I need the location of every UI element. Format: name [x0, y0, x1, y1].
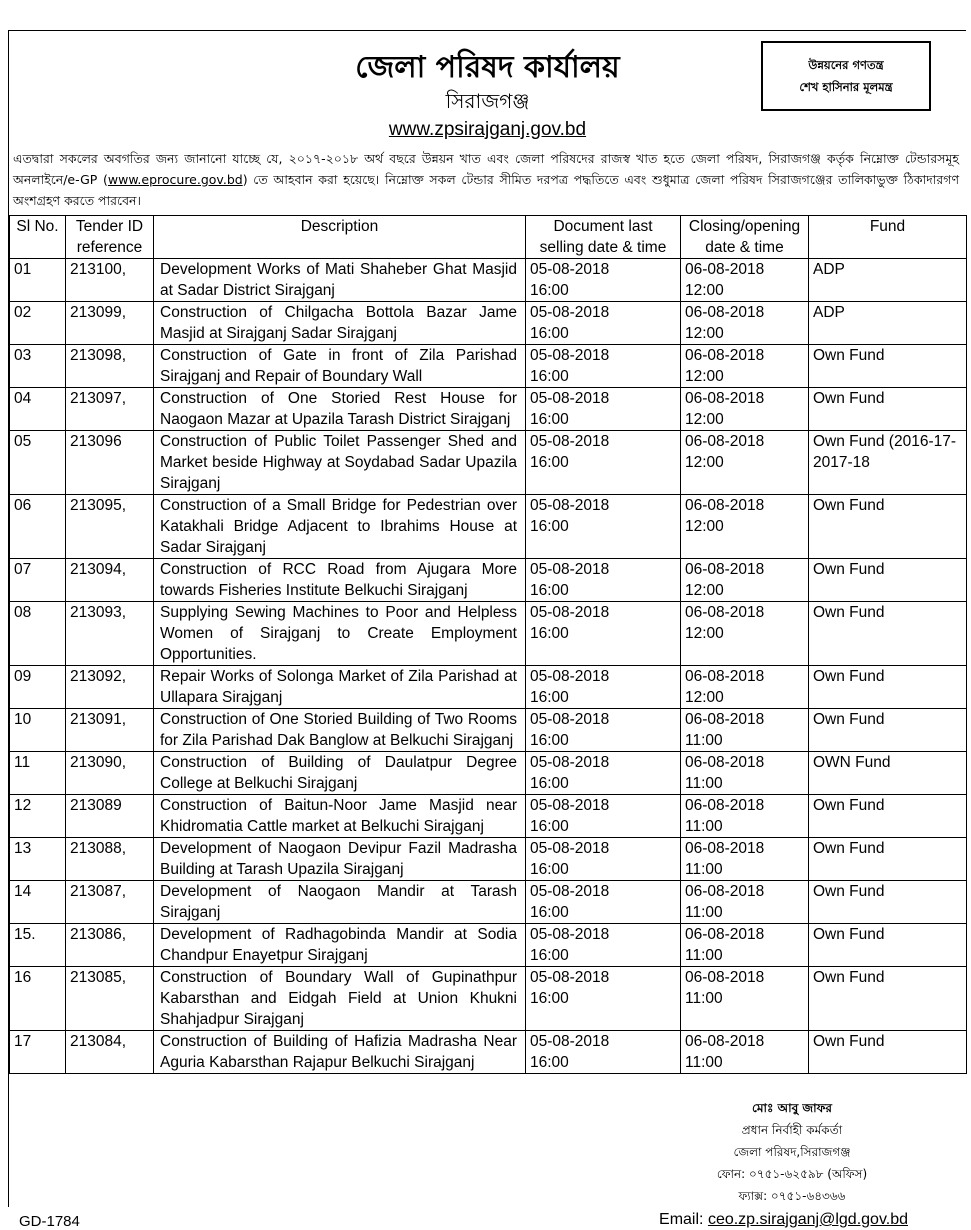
closing-opening-cell-close-date: 06-08-2018 [685, 754, 765, 771]
closing-opening-cell-close-date: 06-08-2018 [685, 347, 765, 364]
tender-id-cell: 213092, [66, 666, 154, 709]
sl-cell: 06 [10, 495, 66, 559]
document-selling-cell [526, 838, 681, 881]
signatory-fax: ফ্যাক্স: ০৭৫১-৬৪৩৬৬ [738, 1189, 846, 1203]
closing-opening-cell-close-time: 11:00 [685, 818, 723, 835]
table-row [10, 602, 967, 666]
header-fund: Fund [809, 216, 967, 259]
header-tender-id: Tender ID reference [66, 216, 154, 259]
tender-id-cell: 213095, [66, 495, 154, 559]
tender-id-cell: 213096 [66, 431, 154, 495]
header-document-selling: Document last selling date & time [526, 216, 681, 259]
fund-cell: ADP [809, 302, 967, 345]
document-selling-cell-doc-time: 16:00 [530, 990, 569, 1007]
document-selling-cell [526, 666, 681, 709]
tender-id-cell: 213097, [66, 388, 154, 431]
table-row [10, 881, 967, 924]
email-link[interactable]: ceo.zp.sirajganj@lgd.gov.bd [707, 1211, 908, 1228]
document-selling-cell [526, 881, 681, 924]
document-selling-cell [526, 559, 681, 602]
document-selling-cell-doc-date: 05-08-2018 [530, 433, 610, 450]
fund-cell: Own Fund [809, 967, 967, 1031]
closing-opening-cell-close-date: 06-08-2018 [685, 883, 765, 900]
fund-cell: Own Fund [809, 559, 967, 602]
sl-cell: 05 [10, 431, 66, 495]
document-selling-cell [526, 967, 681, 1031]
document-selling-cell [526, 302, 681, 345]
sl-cell: 09 [10, 666, 66, 709]
closing-opening-cell-close-date: 06-08-2018 [685, 261, 765, 278]
document-selling-cell-doc-time: 16:00 [530, 904, 569, 921]
tender-id-cell: 213098, [66, 345, 154, 388]
document-selling-cell [526, 709, 681, 752]
fund-cell: Own Fund (2016-17-2017-18 [809, 431, 967, 495]
closing-opening-cell-close-date: 06-08-2018 [685, 668, 765, 685]
closing-opening-cell-close-date: 06-08-2018 [685, 711, 765, 728]
document-selling-cell-doc-time: 16:00 [530, 582, 569, 599]
tender-id-cell: 213100, [66, 259, 154, 302]
closing-opening-cell-close-time: 11:00 [685, 732, 723, 749]
closing-opening-cell-close-date: 06-08-2018 [685, 433, 765, 450]
closing-opening-cell [681, 709, 809, 752]
header-closing-opening: Closing/opening date & time [681, 216, 809, 259]
closing-opening-cell-close-time: 12:00 [685, 282, 724, 299]
fund-cell: Own Fund [809, 666, 967, 709]
table-row [10, 431, 967, 495]
closing-opening-cell [681, 431, 809, 495]
description-cell: Development of Naogaon Devipur Fazil Madrasha Building at Tarash Upazila Sirajganj [154, 838, 526, 881]
closing-opening-cell [681, 924, 809, 967]
table-row [10, 924, 967, 967]
description-cell: Construction of Public Toilet Passenger Shed and Market beside Highway at Soydabad Sadar Upazila Sirajganj [154, 431, 526, 495]
document-selling-cell-doc-date: 05-08-2018 [530, 711, 610, 728]
tender-notice [8, 30, 966, 1230]
document-selling-cell [526, 259, 681, 302]
table-row [10, 709, 967, 752]
fund-cell: Own Fund [809, 388, 967, 431]
closing-opening-cell-close-time: 12:00 [685, 454, 724, 471]
document-selling-cell-doc-time: 16:00 [530, 625, 569, 642]
gd-code: GD-1784 [19, 1213, 80, 1230]
closing-opening-cell-close-date: 06-08-2018 [685, 390, 765, 407]
closing-opening-cell-close-time: 11:00 [685, 1054, 723, 1071]
document-selling-cell-doc-date: 05-08-2018 [530, 1033, 610, 1050]
closing-opening-cell [681, 838, 809, 881]
sl-cell: 15. [10, 924, 66, 967]
document-selling-cell-doc-date: 05-08-2018 [530, 261, 610, 278]
closing-opening-cell-close-date: 06-08-2018 [685, 304, 765, 321]
document-selling-cell-doc-time: 16:00 [530, 368, 569, 385]
sl-cell: 11 [10, 752, 66, 795]
fund-cell: ADP [809, 259, 967, 302]
fund-cell: Own Fund [809, 881, 967, 924]
description-cell: Development Works of Mati Shaheber Ghat Masjid at Sadar District Sirajganj [154, 259, 526, 302]
fund-cell: Own Fund [809, 345, 967, 388]
sl-cell: 07 [10, 559, 66, 602]
document-selling-cell-doc-date: 05-08-2018 [530, 840, 610, 857]
document-selling-cell-doc-time: 16:00 [530, 518, 569, 535]
tender-id-cell: 213087, [66, 881, 154, 924]
signatory-name: মোঃ আবু জাফর [751, 1101, 833, 1115]
closing-opening-cell-close-date: 06-08-2018 [685, 969, 765, 986]
header-sl: Sl No. [10, 216, 66, 259]
description-cell: Construction of Baitun-Noor Jame Masjid near Khidromatia Cattle market at Belkuchi Sirajganj [154, 795, 526, 838]
intro-text-2: ) তে আহবান করা হয়েছে। নিম্নোক্ত সকল টেন্ডার সীমিত দরপত্র পদ্ধতিতে এবং শুধুমাত্র জেলা পরিষদ সিরাজগঞ্জের তালিকাভুক্ত ঠিকাদারগণ অংশগ্রহণ করতে পারবেন। [13, 172, 960, 208]
closing-opening-cell [681, 666, 809, 709]
closing-opening-cell-close-time: 12:00 [685, 625, 724, 642]
document-selling-cell [526, 752, 681, 795]
closing-opening-cell-close-time: 11:00 [685, 947, 723, 964]
office-city: সিরাজগঞ্জ [445, 89, 530, 113]
tender-id-cell: 213099, [66, 302, 154, 345]
table-row [10, 1031, 967, 1074]
document-selling-cell-doc-time: 16:00 [530, 325, 569, 342]
closing-opening-cell-close-date: 06-08-2018 [685, 1033, 765, 1050]
table-row [10, 302, 967, 345]
fund-cell: OWN Fund [809, 752, 967, 795]
table-row [10, 752, 967, 795]
closing-opening-cell-close-date: 06-08-2018 [685, 604, 765, 621]
slogan-box [761, 41, 931, 111]
table-row [10, 345, 967, 388]
description-cell: Construction of Chilgacha Bottola Bazar Jame Masjid at Sirajganj Sadar Sirajganj [154, 302, 526, 345]
description-cell: Construction of One Storied Rest House for Naogaon Mazar at Upazila Tarash District Sirajganj [154, 388, 526, 431]
sl-cell: 01 [10, 259, 66, 302]
sl-cell: 17 [10, 1031, 66, 1074]
closing-opening-cell-close-time: 12:00 [685, 518, 724, 535]
document-selling-cell [526, 602, 681, 666]
document-selling-cell-doc-time: 16:00 [530, 689, 569, 706]
sl-cell: 14 [10, 881, 66, 924]
table-row [10, 838, 967, 881]
closing-opening-cell-close-date: 06-08-2018 [685, 926, 765, 943]
document-selling-cell-doc-time: 16:00 [530, 454, 569, 471]
closing-opening-cell-close-time: 12:00 [685, 368, 724, 385]
intro-text-1: এতদ্বারা সকলের অবগতির জন্য জানানো যাচ্ছে যে, ২০১৭-২০১৮ অর্থ বছরে উন্নয়ন খাত এবং জেলা পরিষদের রাজস্ব খাত হতে জেলা পরিষদ, সিরাজগঞ্জ কর্তৃক নিম্নোক্ত টেন্ডারসমূহ অনলাইনে/e-GP ( [13, 151, 959, 187]
document-selling-cell-doc-date: 05-08-2018 [530, 668, 610, 685]
tender-id-cell: 213090, [66, 752, 154, 795]
closing-opening-cell-close-time: 12:00 [685, 689, 724, 706]
description-cell: Development of Radhagobinda Mandir at Sodia Chandpur Enayetpur Sirajganj [154, 924, 526, 967]
tender-id-cell: 213084, [66, 1031, 154, 1074]
document-selling-cell-doc-date: 05-08-2018 [530, 497, 610, 514]
document-selling-cell-doc-date: 05-08-2018 [530, 604, 610, 621]
signature-block [682, 1097, 902, 1207]
table-row [10, 259, 967, 302]
closing-opening-cell [681, 259, 809, 302]
sl-cell: 03 [10, 345, 66, 388]
tender-id-cell: 213093, [66, 602, 154, 666]
table-row [10, 666, 967, 709]
tender-table [9, 215, 967, 1074]
description-cell: Construction of a Small Bridge for Pedestrian over Katakhali Bridge Adjacent to Ibrahims House at Sadar Sirajganj [154, 495, 526, 559]
document-selling-cell-doc-time: 16:00 [530, 282, 569, 299]
closing-opening-cell-close-time: 11:00 [685, 990, 723, 1007]
email-label: Email: [659, 1211, 708, 1228]
description-cell: Development of Naogaon Mandir at Tarash Sirajganj [154, 881, 526, 924]
sl-cell: 10 [10, 709, 66, 752]
document-selling-cell-doc-date: 05-08-2018 [530, 304, 610, 321]
document-selling-cell-doc-time: 16:00 [530, 411, 569, 428]
document-selling-cell-doc-time: 16:00 [530, 1054, 569, 1071]
document-selling-cell-doc-time: 16:00 [530, 732, 569, 749]
closing-opening-cell [681, 559, 809, 602]
closing-opening-cell [681, 881, 809, 924]
eprocure-link[interactable]: www.eprocure.gov.bd [107, 172, 243, 187]
document-selling-cell [526, 795, 681, 838]
tender-id-cell: 213089 [66, 795, 154, 838]
footer [9, 1097, 966, 1230]
description-cell: Construction of One Storied Building of Two Rooms for Zila Parishad Dak Banglow at Belkuchi Sirajganj [154, 709, 526, 752]
fund-cell: Own Fund [809, 495, 967, 559]
document-selling-cell [526, 431, 681, 495]
header-description: Description [154, 216, 526, 259]
description-cell: Construction of Building of Daulatpur Degree College at Belkuchi Sirajganj [154, 752, 526, 795]
tender-id-cell: 213086, [66, 924, 154, 967]
document-selling-cell [526, 388, 681, 431]
closing-opening-cell [681, 795, 809, 838]
fund-cell: Own Fund [809, 924, 967, 967]
tender-id-cell: 213091, [66, 709, 154, 752]
fund-cell: Own Fund [809, 1031, 967, 1074]
document-selling-cell-doc-time: 16:00 [530, 818, 569, 835]
document-selling-cell-doc-date: 05-08-2018 [530, 754, 610, 771]
closing-opening-cell-close-date: 06-08-2018 [685, 840, 765, 857]
closing-opening-cell [681, 388, 809, 431]
table-body [10, 259, 967, 1074]
closing-opening-cell-close-time: 12:00 [685, 325, 724, 342]
fund-cell: Own Fund [809, 709, 967, 752]
document-selling-cell-doc-time: 16:00 [530, 861, 569, 878]
closing-opening-cell-close-time: 12:00 [685, 582, 724, 599]
document-selling-cell-doc-time: 16:00 [530, 775, 569, 792]
fund-cell: Own Fund [809, 602, 967, 666]
closing-opening-cell-close-date: 06-08-2018 [685, 561, 765, 578]
closing-opening-cell-close-date: 06-08-2018 [685, 497, 765, 514]
signatory-office: জেলা পরিষদ,সিরাজগঞ্জ [733, 1145, 851, 1159]
table-row [10, 795, 967, 838]
slogan-line-1: উন্নয়নের গণতন্ত্র [808, 58, 884, 72]
closing-opening-cell [681, 345, 809, 388]
closing-opening-cell-close-time: 11:00 [685, 904, 723, 921]
sl-cell: 16 [10, 967, 66, 1031]
description-cell: Repair Works of Solonga Market of Zila Parishad at Ullapara Sirajganj [154, 666, 526, 709]
tender-id-cell: 213085, [66, 967, 154, 1031]
closing-opening-cell-close-date: 06-08-2018 [685, 797, 765, 814]
description-cell: Construction of Boundary Wall of Gupinathpur Kabarsthan and Eidgah Field at Union Khukni Shahjadpur Sirajganj [154, 967, 526, 1031]
document-selling-cell-doc-time: 16:00 [530, 947, 569, 964]
fund-cell: Own Fund [809, 795, 967, 838]
document-selling-cell-doc-date: 05-08-2018 [530, 883, 610, 900]
document-selling-cell [526, 495, 681, 559]
document-selling-cell [526, 1031, 681, 1074]
signatory-phone: ফোন: ০৭৫১-৬২৫৯৮ (অফিস) [716, 1167, 868, 1181]
sl-cell: 13 [10, 838, 66, 881]
email-line [659, 1211, 908, 1229]
closing-opening-cell [681, 967, 809, 1031]
document-selling-cell-doc-date: 05-08-2018 [530, 347, 610, 364]
signatory-designation: প্রধান নির্বাহী কর্মকর্তা [741, 1123, 843, 1137]
slogan-line-2: শেখ হাসিনার মূলমন্ত্র [799, 80, 893, 94]
closing-opening-cell-close-time: 11:00 [685, 775, 723, 792]
document-selling-cell [526, 345, 681, 388]
office-title: জেলা পরিষদ কার্যালয় [355, 50, 620, 85]
table-row [10, 388, 967, 431]
table-header-row [10, 216, 967, 259]
description-cell: Construction of RCC Road from Ajugara More towards Fisheries Institute Belkuchi Sirajganj [154, 559, 526, 602]
closing-opening-cell [681, 302, 809, 345]
sl-cell: 02 [10, 302, 66, 345]
tender-id-cell: 213094, [66, 559, 154, 602]
closing-opening-cell [681, 495, 809, 559]
table-row [10, 559, 967, 602]
sl-cell: 04 [10, 388, 66, 431]
description-cell: Construction of Gate in front of Zila Parishad Sirajganj and Repair of Boundary Wall [154, 345, 526, 388]
description-cell: Supplying Sewing Machines to Poor and Helpless Women of Sirajganj to Create Employment Opportunities. [154, 602, 526, 666]
closing-opening-cell-close-time: 11:00 [685, 861, 723, 878]
sl-cell: 12 [10, 795, 66, 838]
description-cell: Construction of Building of Hafizia Madrasha Near Aguria Kabarsthan Rajapur Belkuchi Sirajganj [154, 1031, 526, 1074]
closing-opening-cell [681, 752, 809, 795]
closing-opening-cell [681, 1031, 809, 1074]
document-selling-cell-doc-date: 05-08-2018 [530, 969, 610, 986]
table-row [10, 967, 967, 1031]
fund-cell: Own Fund [809, 838, 967, 881]
closing-opening-cell [681, 602, 809, 666]
intro-paragraph [13, 148, 959, 211]
document-selling-cell-doc-date: 05-08-2018 [530, 561, 610, 578]
sl-cell: 08 [10, 602, 66, 666]
document-selling-cell [526, 924, 681, 967]
document-selling-cell-doc-date: 05-08-2018 [530, 797, 610, 814]
document-selling-cell-doc-date: 05-08-2018 [530, 926, 610, 943]
tender-id-cell: 213088, [66, 838, 154, 881]
document-selling-cell-doc-date: 05-08-2018 [530, 390, 610, 407]
table-row [10, 495, 967, 559]
closing-opening-cell-close-time: 12:00 [685, 411, 724, 428]
website-link[interactable]: www.zpsirajganj.gov.bd [388, 119, 587, 140]
